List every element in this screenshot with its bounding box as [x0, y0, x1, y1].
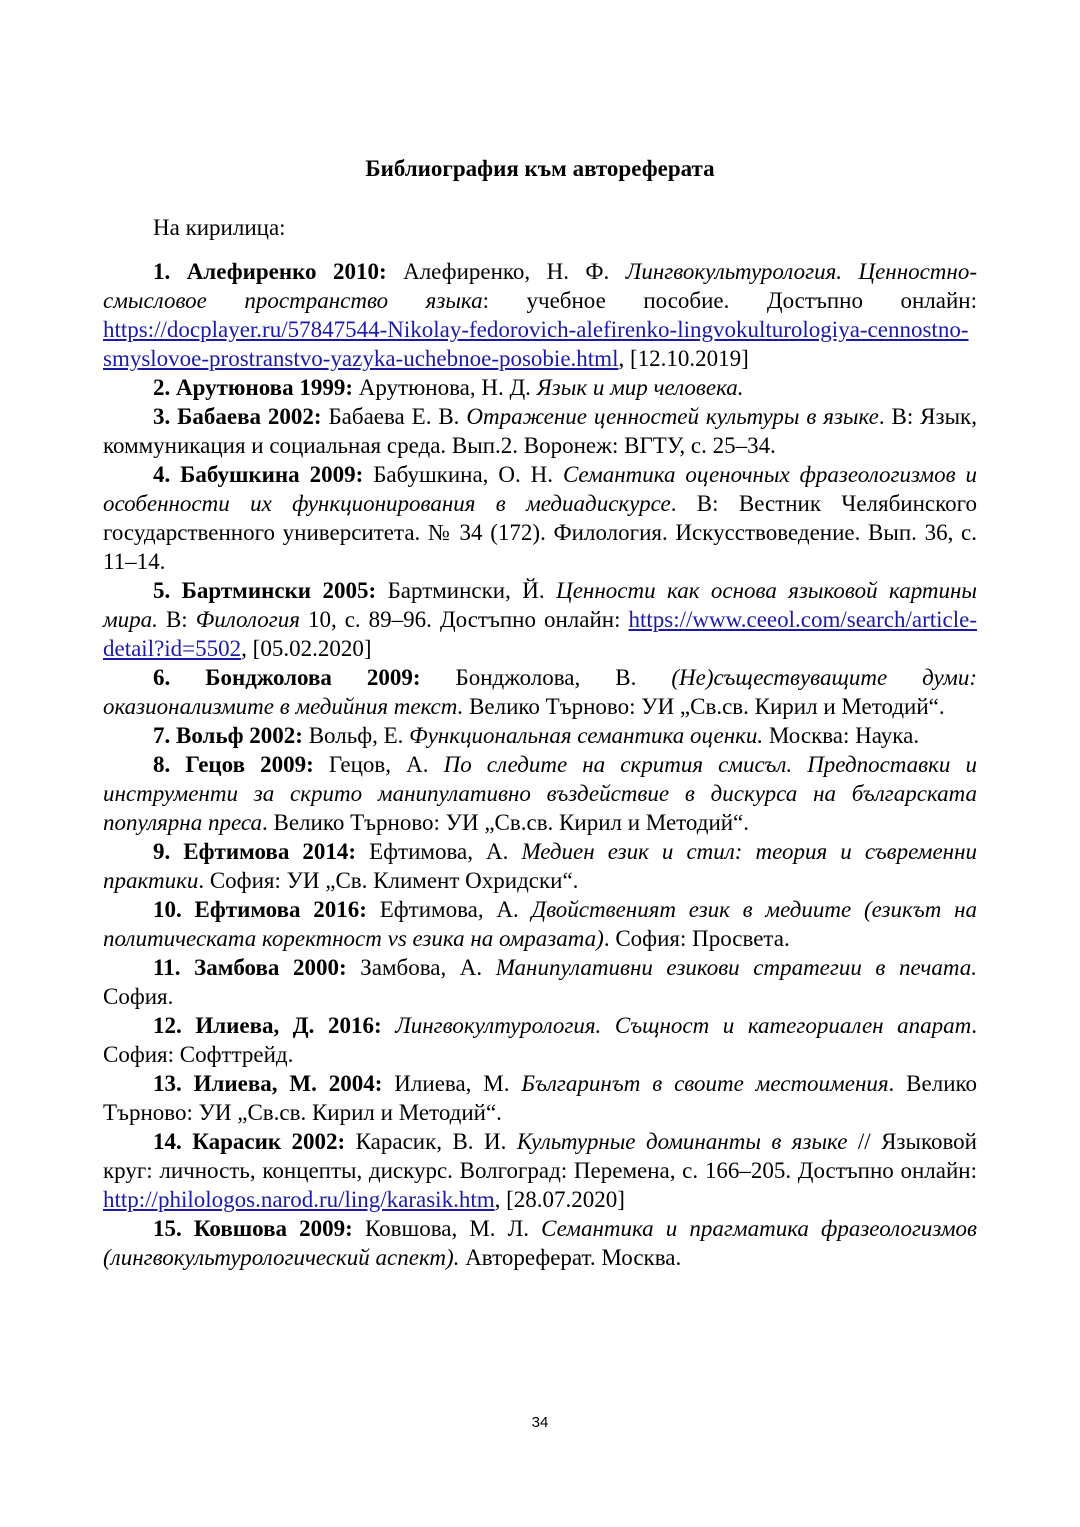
entry-heading: 1. Алефиренко 2010:	[153, 259, 387, 284]
entry-text: . Велико Търново: УИ „Св.св. Кирил и Методий“.	[262, 810, 750, 835]
bibliography-entry	[103, 1127, 977, 1214]
entry-text: Вольф, Е.	[302, 723, 410, 748]
entry-journal: Филология	[195, 607, 300, 632]
entry-title: (Не)съществуващите думи: оказионализмите в медийния текст.	[103, 665, 977, 719]
entry-link[interactable]: https://docplayer.ru/57847544-Nikolay-fedorovich-alefirenko-lingvokulturologiya-cennostno-smyslovoe-prostranstvo-yazyka-uchebnoe-posobie.html	[103, 317, 969, 371]
entry-text: Ефтимова, А.	[356, 839, 522, 864]
entry-text: . В: Язык, коммуникация и социальная среда. Вып.2. Воронеж: ВГТУ, с. 25–34.	[103, 404, 977, 458]
entry-heading: 8. Гецов 2009:	[153, 752, 314, 777]
bibliography-entry	[103, 895, 977, 953]
entry-text: Илиева, М.	[382, 1071, 522, 1096]
entry-text: Ковшова, М. Л.	[352, 1216, 542, 1241]
entry-text: , [12.10.2019]	[618, 346, 749, 371]
entry-text: : учебное пособие. Достъпно онлайн:	[482, 288, 977, 313]
bibliography-entry	[103, 460, 977, 576]
entry-text: Замбова, А.	[346, 955, 496, 980]
entry-heading: 5. Бартмински 2005:	[153, 578, 377, 603]
bibliography-entry	[103, 837, 977, 895]
bibliography-entry	[103, 721, 977, 750]
entry-link[interactable]: http://philologos.narod.ru/ling/karasik.htm	[103, 1187, 495, 1212]
bibliography-entry	[103, 953, 977, 1011]
entry-heading: 2. Арутюнова 1999:	[153, 375, 353, 400]
entry-title: Българинът в своите местоимения	[521, 1071, 889, 1096]
entry-text: // Языковой круг: личность, концепты, дискурс. Волгоград: Перемена, с. 166–205. Достъпно онлайн:	[103, 1129, 977, 1183]
bibliography-entry	[103, 1011, 977, 1069]
bibliography-entry	[103, 1214, 977, 1272]
entry-text: Автореферат. Москва.	[459, 1245, 682, 1270]
section-intro: На кирилица:	[153, 215, 286, 240]
bibliography-entry	[103, 402, 977, 460]
entry-text: . София: Просвета.	[603, 926, 790, 951]
entry-title: Культурные доминанты в языке	[516, 1129, 848, 1154]
entry-text: Гецов, А.	[313, 752, 444, 777]
bibliography-entry	[103, 750, 977, 837]
entry-heading: 11. Замбова 2000:	[153, 955, 347, 980]
entry-heading: 12. Илиева, Д. 2016:	[153, 1013, 382, 1038]
entry-heading: 9. Ефтимова 2014:	[153, 839, 357, 864]
entry-heading: 14. Карасик 2002:	[153, 1129, 346, 1154]
entry-heading: 4. Бабушкина 2009:	[153, 462, 364, 487]
entry-text: . София: Софттрейд.	[103, 1013, 977, 1067]
entry-link[interactable]: https://www.ceeol.com/search/article-detail?id=5502	[103, 607, 977, 661]
entry-text: , [28.07.2020]	[494, 1187, 625, 1212]
bibliography-entry	[103, 373, 977, 402]
entry-text: Бонджолова, В.	[420, 665, 672, 690]
entry-text: Алефиренко, Н. Ф.	[386, 259, 626, 284]
entry-title: Семантика и прагматика фразеологизмов (лингвокультурологический аспект).	[103, 1216, 977, 1270]
entry-text: . В: Вестник Челябинского государственного университета. № 34 (172). Филология. Искусствоведение. Вып. 36, с. 11–14.	[103, 491, 977, 574]
entry-text: , [05.02.2020]	[241, 636, 372, 661]
entry-title: Функциональная семантика оценки.	[409, 723, 764, 748]
entry-text: Бартмински, Й.	[376, 578, 557, 603]
bibliography-list	[103, 257, 977, 1272]
entry-text: Ефтимова, А.	[366, 897, 532, 922]
entry-heading: 7. Вольф 2002:	[153, 723, 303, 748]
entry-text: Бабаева Е. В.	[321, 404, 467, 429]
bibliography-entry	[103, 663, 977, 721]
page-number: 34	[531, 1414, 549, 1431]
bibliography-entry	[103, 257, 977, 373]
bibliography-entry	[103, 576, 977, 663]
entry-title: Манипулативни езикови стратегии в печата.	[495, 955, 977, 980]
entry-text: Москва: Наука.	[763, 723, 920, 748]
entry-heading: 6. Бонджолова 2009:	[153, 665, 421, 690]
page-title: Библиография към автореферата	[365, 156, 715, 181]
entry-title: Двойственият език в медиите (езикът на политическата коректност vs езика на омразата)	[103, 897, 977, 951]
entry-title: По следите на скрития смисъл. Предпоставки и инструменти за скрито манипулативно въздействие в дискурса на българската популярна преса	[103, 752, 977, 835]
entry-text: . София: УИ „Св. Климент Охридски“.	[198, 868, 579, 893]
entry-text: Карасик, В. И.	[345, 1129, 517, 1154]
entry-title: Лингвокультурология. Ценностно-смысловое пространство языка	[103, 259, 977, 313]
entry-title: Отражение ценностей культуры в языке	[466, 404, 879, 429]
entry-text: Арутюнова, Н. Д.	[352, 375, 537, 400]
entry-title: Семантика оценочных фразеологизмов и особенности их функционирования в медиадискурсе	[103, 462, 977, 516]
entry-text: Бабушкина, О. Н.	[363, 462, 563, 487]
entry-heading: 15. Ковшова 2009:	[153, 1216, 353, 1241]
entry-text: 10, с. 89–96. Достъпно онлайн:	[299, 607, 629, 632]
entry-text: В:	[157, 607, 196, 632]
entry-text: Велико Търново: УИ „Св.св. Кирил и Методий“.	[463, 694, 945, 719]
entry-text: . Велико Търново: УИ „Св.св. Кирил и Методий“.	[103, 1071, 978, 1125]
entry-title: Лингвокултурология. Същност и категориален апарат	[395, 1013, 972, 1038]
entry-title: Медиен език и стил: теория и съвременни практики	[103, 839, 977, 893]
entry-heading: 13. Илиева, М. 2004:	[153, 1071, 383, 1096]
entry-title: Язык и мир человека.	[536, 375, 744, 400]
entry-text: София.	[103, 984, 174, 1009]
entry-text	[382, 1013, 396, 1038]
bibliography-entry	[103, 1069, 977, 1127]
entry-heading: 10. Ефтимова 2016:	[153, 897, 367, 922]
entry-heading: 3. Бабаева 2002:	[153, 404, 322, 429]
entry-title: Ценности как основа языковой картины мира.	[103, 578, 977, 632]
